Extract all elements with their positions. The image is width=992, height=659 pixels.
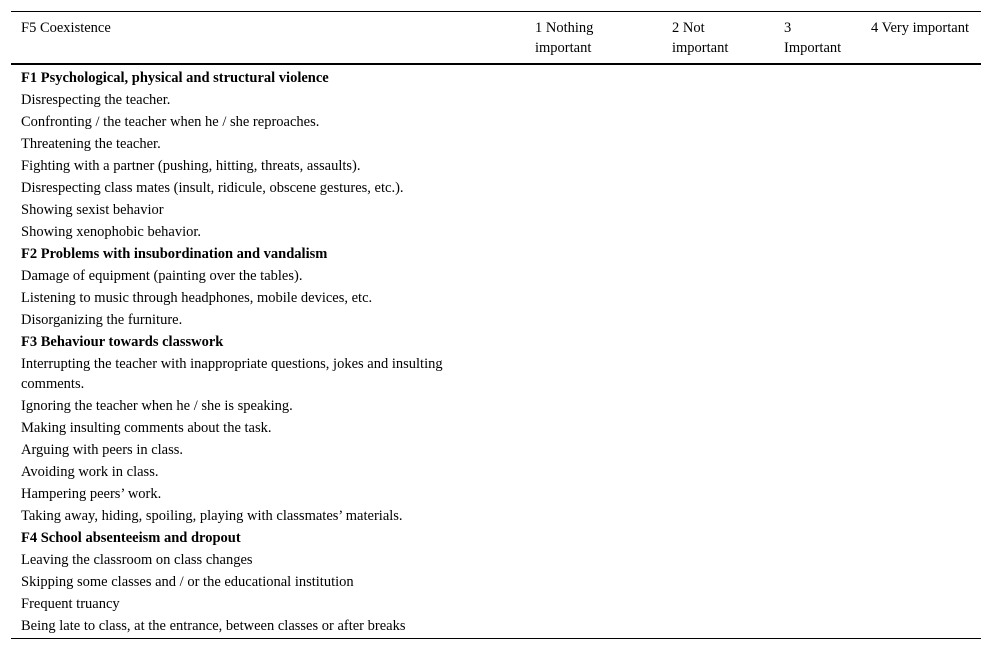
rating-cell-2 [662, 440, 774, 462]
rating-cell-2 [662, 64, 774, 90]
table-row [11, 222, 981, 244]
rating-cell-4 [861, 310, 981, 332]
table-row [11, 266, 981, 288]
item-cell [11, 200, 525, 222]
coexistence-table [11, 11, 981, 639]
rating-cell-2 [662, 550, 774, 572]
rating-cell-2 [662, 90, 774, 112]
table-row [11, 462, 981, 484]
coexistence-table-container [11, 11, 981, 639]
item-text: Hampering peers’ work. [21, 486, 162, 502]
factor-title: F4 School absenteeism and dropout [21, 530, 241, 546]
item-cell [11, 418, 525, 440]
rating-cell-1 [525, 244, 662, 266]
rating-cell-3 [774, 244, 861, 266]
item-cell [11, 572, 525, 594]
rating-cell-3 [774, 90, 861, 112]
rating-cell-4 [861, 244, 981, 266]
table-row [11, 310, 981, 332]
rating-cell-2 [662, 200, 774, 222]
rating-cell-2 [662, 528, 774, 550]
rating-cell-4 [861, 200, 981, 222]
item-text: Leaving the classroom on class changes [21, 552, 253, 568]
rating-cell-4 [861, 572, 981, 594]
item-text: Taking away, hiding, spoiling, playing with classmates’ materials. [21, 508, 403, 524]
rating-cell-2 [662, 156, 774, 178]
rating-cell-3 [774, 310, 861, 332]
rating-cell-2 [662, 506, 774, 528]
rating-cell-3 [774, 266, 861, 288]
table-row [11, 90, 981, 112]
rating-cell-1 [525, 200, 662, 222]
item-cell [11, 112, 525, 134]
table-row [11, 156, 981, 178]
factor-row [11, 528, 981, 550]
factor-title-cell [11, 244, 525, 266]
rating-cell-1 [525, 332, 662, 354]
item-text: Confronting / the teacher when he / she reproaches. [21, 114, 320, 130]
factor-title: F1 Psychological, physical and structural violence [21, 70, 329, 86]
rating-cell-1 [525, 572, 662, 594]
item-text: Arguing with peers in class. [21, 442, 184, 458]
rating-cell-4 [861, 178, 981, 200]
rating-cell-3 [774, 484, 861, 506]
rating-cell-1 [525, 550, 662, 572]
table-row [11, 594, 981, 616]
rating-cell-2 [662, 594, 774, 616]
rating-cell-2 [662, 572, 774, 594]
item-text: Interrupting the teacher with inappropriate questions, jokes and insulting comments. [21, 356, 443, 392]
header-scale-4: 4 Very important [871, 20, 969, 36]
table-row [11, 550, 981, 572]
table-header [11, 12, 981, 65]
rating-cell-4 [861, 440, 981, 462]
rating-cell-4 [861, 484, 981, 506]
rating-cell-4 [861, 594, 981, 616]
table-row [11, 112, 981, 134]
item-cell [11, 90, 525, 112]
rating-cell-4 [861, 266, 981, 288]
item-text: Disorganizing the furniture. [21, 312, 183, 328]
rating-cell-3 [774, 112, 861, 134]
item-cell [11, 310, 525, 332]
rating-cell-3 [774, 354, 861, 396]
table-row [11, 572, 981, 594]
table-row [11, 418, 981, 440]
rating-cell-2 [662, 178, 774, 200]
table-row [11, 440, 981, 462]
rating-cell-1 [525, 288, 662, 310]
item-text: Disrespecting the teacher. [21, 92, 171, 108]
rating-cell-1 [525, 440, 662, 462]
factor-title: F2 Problems with insubordination and vandalism [21, 246, 328, 262]
item-cell [11, 594, 525, 616]
item-text: Threatening the teacher. [21, 136, 161, 152]
rating-cell-3 [774, 418, 861, 440]
item-text: Ignoring the teacher when he / she is speaking. [21, 398, 293, 414]
item-text: Making insulting comments about the task. [21, 420, 272, 436]
rating-cell-1 [525, 90, 662, 112]
rating-cell-2 [662, 112, 774, 134]
rating-cell-2 [662, 462, 774, 484]
rating-cell-4 [861, 506, 981, 528]
factor-title-cell [11, 64, 525, 90]
factor-row [11, 64, 981, 90]
rating-cell-2 [662, 484, 774, 506]
rating-cell-4 [861, 64, 981, 90]
rating-cell-2 [662, 396, 774, 418]
rating-cell-1 [525, 528, 662, 550]
item-cell [11, 440, 525, 462]
rating-cell-4 [861, 550, 981, 572]
table-row [11, 506, 981, 528]
item-text: Damage of equipment (painting over the tables). [21, 268, 303, 284]
rating-cell-2 [662, 310, 774, 332]
item-text: Disrespecting class mates (insult, ridicule, obscene gestures, etc.). [21, 180, 404, 196]
rating-cell-3 [774, 156, 861, 178]
rating-cell-3 [774, 288, 861, 310]
item-text: Listening to music through headphones, mobile devices, etc. [21, 290, 373, 306]
header-scale-3: 3 Important [784, 20, 842, 56]
rating-cell-1 [525, 418, 662, 440]
rating-cell-1 [525, 222, 662, 244]
rating-cell-2 [662, 222, 774, 244]
rating-cell-4 [861, 156, 981, 178]
rating-cell-4 [861, 396, 981, 418]
rating-cell-2 [662, 616, 774, 639]
rating-cell-4 [861, 418, 981, 440]
rating-cell-3 [774, 572, 861, 594]
item-cell [11, 222, 525, 244]
rating-cell-1 [525, 112, 662, 134]
rating-cell-1 [525, 266, 662, 288]
factor-row [11, 332, 981, 354]
rating-cell-1 [525, 156, 662, 178]
rating-cell-4 [861, 112, 981, 134]
header-scale-1: 1 Nothing important [535, 20, 594, 56]
rating-cell-3 [774, 222, 861, 244]
rating-cell-4 [861, 134, 981, 156]
header-row [11, 12, 981, 65]
rating-cell-4 [861, 462, 981, 484]
rating-cell-1 [525, 310, 662, 332]
item-cell [11, 134, 525, 156]
rating-cell-3 [774, 528, 861, 550]
rating-cell-2 [662, 288, 774, 310]
item-text: Fighting with a partner (pushing, hitting, threats, assaults). [21, 158, 361, 174]
rating-cell-3 [774, 440, 861, 462]
rating-cell-1 [525, 506, 662, 528]
rating-cell-3 [774, 462, 861, 484]
item-text: Avoiding work in class. [21, 464, 159, 480]
rating-cell-2 [662, 266, 774, 288]
rating-cell-1 [525, 462, 662, 484]
rating-cell-1 [525, 616, 662, 639]
item-cell [11, 156, 525, 178]
item-cell [11, 462, 525, 484]
rating-cell-4 [861, 528, 981, 550]
rating-cell-1 [525, 178, 662, 200]
rating-cell-1 [525, 354, 662, 396]
rating-cell-1 [525, 64, 662, 90]
rating-cell-1 [525, 396, 662, 418]
factor-title-cell [11, 332, 525, 354]
factor-title-cell [11, 528, 525, 550]
header-scale-2: 2 Not important [672, 20, 729, 56]
item-cell [11, 616, 525, 639]
item-cell [11, 354, 525, 396]
table-row [11, 134, 981, 156]
table-row [11, 200, 981, 222]
rating-cell-1 [525, 484, 662, 506]
item-text: Frequent truancy [21, 596, 120, 612]
rating-cell-2 [662, 244, 774, 266]
rating-cell-4 [861, 222, 981, 244]
rating-cell-3 [774, 616, 861, 639]
rating-cell-2 [662, 332, 774, 354]
table-body [11, 64, 981, 639]
item-cell [11, 550, 525, 572]
item-text: Skipping some classes and / or the educational institution [21, 574, 354, 590]
item-text: Showing xenophobic behavior. [21, 224, 202, 240]
header-item: F5 Coexistence [21, 20, 111, 36]
table-row [11, 288, 981, 310]
item-cell [11, 396, 525, 418]
item-cell [11, 506, 525, 528]
item-cell [11, 484, 525, 506]
rating-cell-2 [662, 354, 774, 396]
item-text: Being late to class, at the entrance, between classes or after breaks [21, 618, 406, 634]
rating-cell-3 [774, 134, 861, 156]
rating-cell-3 [774, 594, 861, 616]
factor-title: F3 Behaviour towards classwork [21, 334, 224, 350]
rating-cell-1 [525, 134, 662, 156]
rating-cell-4 [861, 616, 981, 639]
rating-cell-3 [774, 506, 861, 528]
rating-cell-3 [774, 64, 861, 90]
rating-cell-3 [774, 200, 861, 222]
rating-cell-4 [861, 90, 981, 112]
rating-cell-4 [861, 288, 981, 310]
table-row [11, 178, 981, 200]
rating-cell-3 [774, 550, 861, 572]
item-cell [11, 266, 525, 288]
rating-cell-2 [662, 418, 774, 440]
rating-cell-4 [861, 354, 981, 396]
item-cell [11, 288, 525, 310]
table-row [11, 484, 981, 506]
rating-cell-3 [774, 396, 861, 418]
item-text: Showing sexist behavior [21, 202, 164, 218]
item-cell [11, 178, 525, 200]
table-row [11, 354, 981, 396]
rating-cell-3 [774, 178, 861, 200]
rating-cell-4 [861, 332, 981, 354]
rating-cell-3 [774, 332, 861, 354]
table-row [11, 616, 981, 639]
table-row [11, 396, 981, 418]
rating-cell-1 [525, 594, 662, 616]
factor-row [11, 244, 981, 266]
rating-cell-2 [662, 134, 774, 156]
